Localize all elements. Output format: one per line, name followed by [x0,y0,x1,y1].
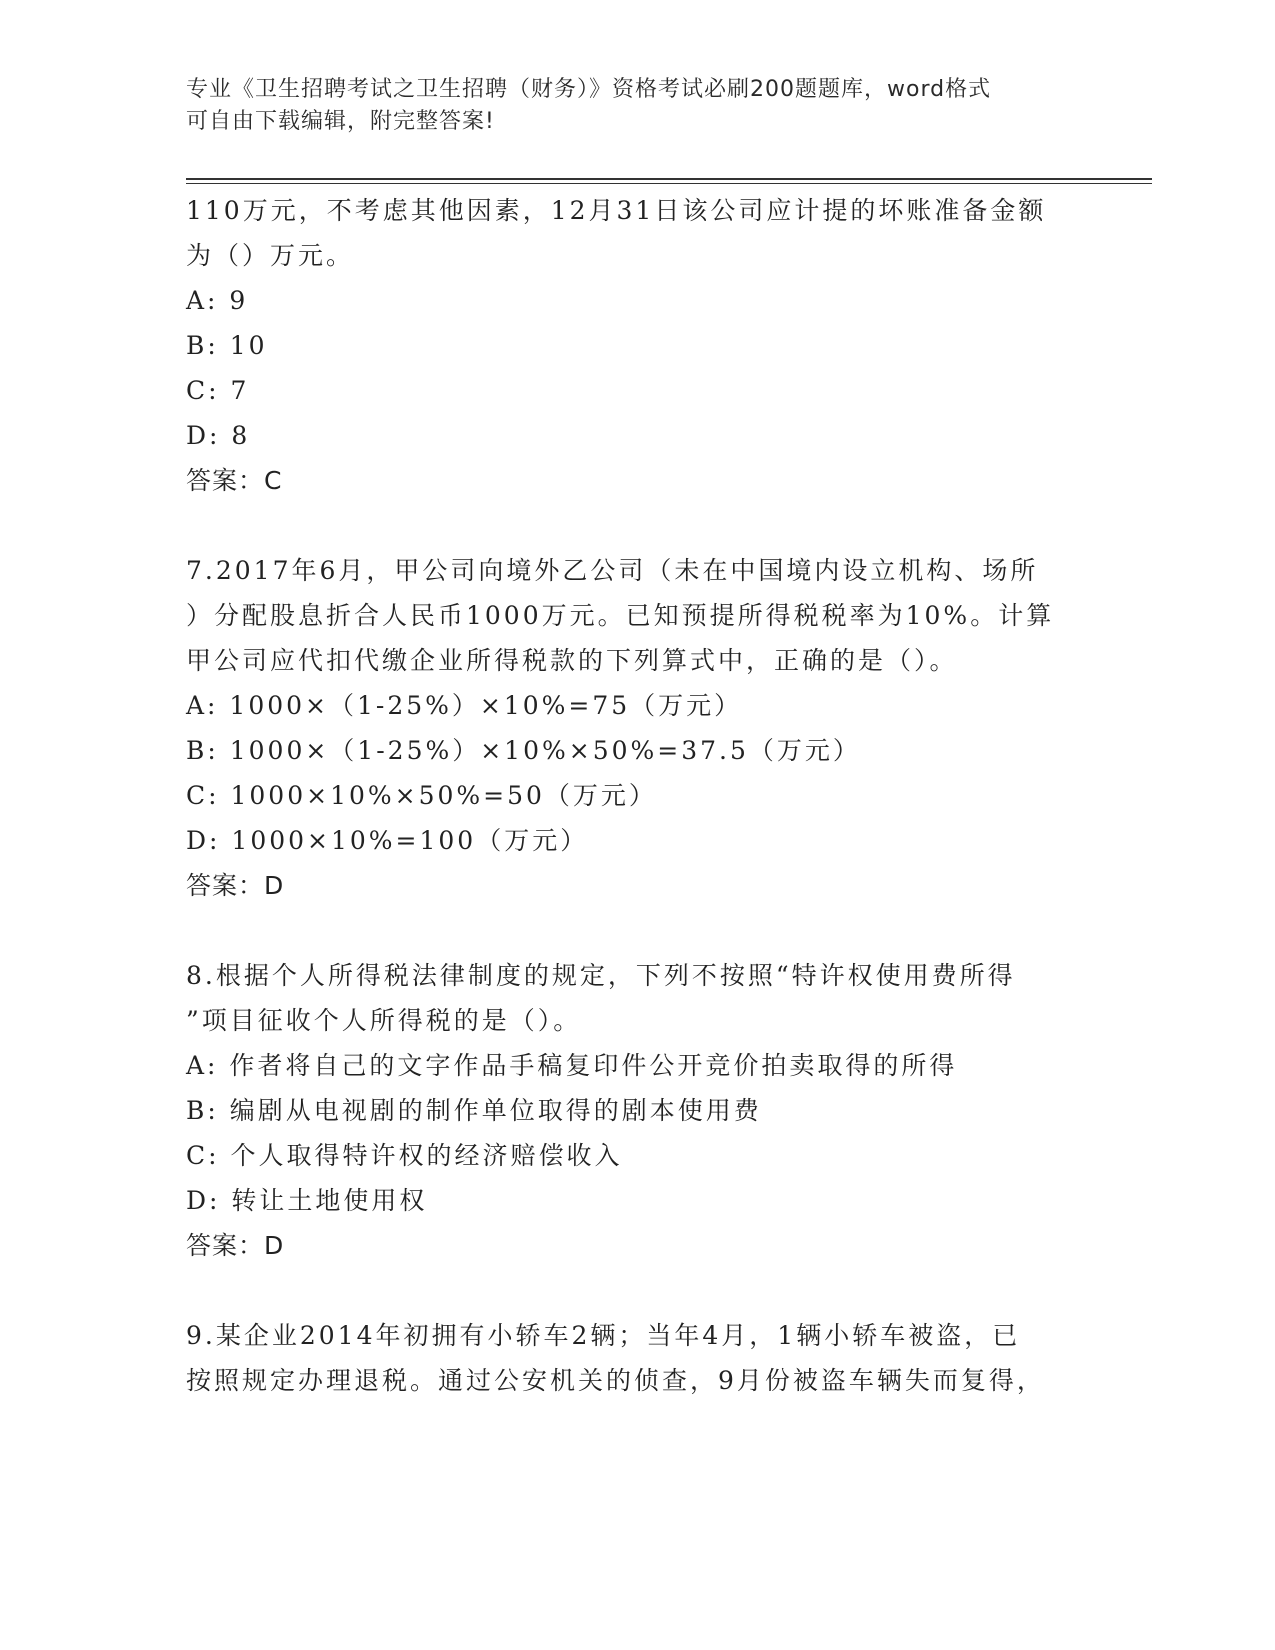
option-d: D: 1000×10%=100（万元） [186,826,589,855]
option-d: D: 转让土地使用权 [186,1186,428,1215]
option-b: B: 编剧从电视剧的制作单位取得的剧本使用费 [186,1096,762,1125]
option-c: C: 7 [186,376,250,405]
question-stem: 110万元，不考虑其他因素，12月31日该公司应计提的坏账准备金额 [186,196,1047,225]
option-d: D: 8 [186,421,251,450]
spacer [186,1268,1066,1313]
question-stem: 按照规定办理退税。通过公安机关的侦查，9月份被盗车辆失而复得， [186,1366,1045,1395]
question-stem: ）分配股息折合人民币1000万元。已知预提所得税税率为10%。计算 [186,601,1055,630]
document-body [186,188,1066,1403]
option-c: C: 1000×10%×50%=50（万元） [186,781,657,810]
option-b: B: 1000×（1-25%）×10%×50%=37.5（万元） [186,736,861,765]
header-title-line-1: 专业《卫生招聘考试之卫生招聘（财务）》资格考试必刷200题题库，word格式 [186,77,992,102]
header-title-line-2: 可自由下载编辑，附完整答案! [186,109,495,134]
question-9 [186,1313,1066,1403]
question-stem: 甲公司应代扣代缴企业所得税款的下列算式中，正确的是（）。 [186,646,958,675]
answer-label: 答案：C [186,466,283,495]
header-rule-thick [186,178,1152,180]
spacer [186,503,1066,548]
option-a: A: 9 [186,286,249,315]
question-stem: 8.根据个人所得税法律制度的规定，下列不按照“特许权使用费所得 [186,961,1016,990]
question-stem: ”项目征收个人所得税的是（）。 [186,1006,582,1035]
header-rule-thin [186,183,1152,184]
question-stem: 为（）万元。 [186,241,355,270]
option-b: B: 10 [186,331,268,360]
option-c: C: 个人取得特许权的经济赔偿收入 [186,1141,623,1170]
question-8 [186,953,1066,1268]
question-7 [186,548,1066,908]
document-header [186,74,1066,138]
question-stem: 9.某企业2014年初拥有小轿车2辆；当年4月，1辆小轿车被盗，已 [186,1321,1021,1350]
option-a: A: 1000×（1-25%）×10%=75（万元） [186,691,743,720]
question-stem: 7.2017年6月，甲公司向境外乙公司（未在中国境内设立机构、场所 [186,556,1039,585]
question-6 [186,188,1066,503]
spacer [186,908,1066,953]
answer-label: 答案：D [186,871,285,900]
answer-label: 答案：D [186,1231,285,1260]
option-a: A: 作者将自己的文字作品手稿复印件公开竞价拍卖取得的所得 [186,1051,958,1080]
